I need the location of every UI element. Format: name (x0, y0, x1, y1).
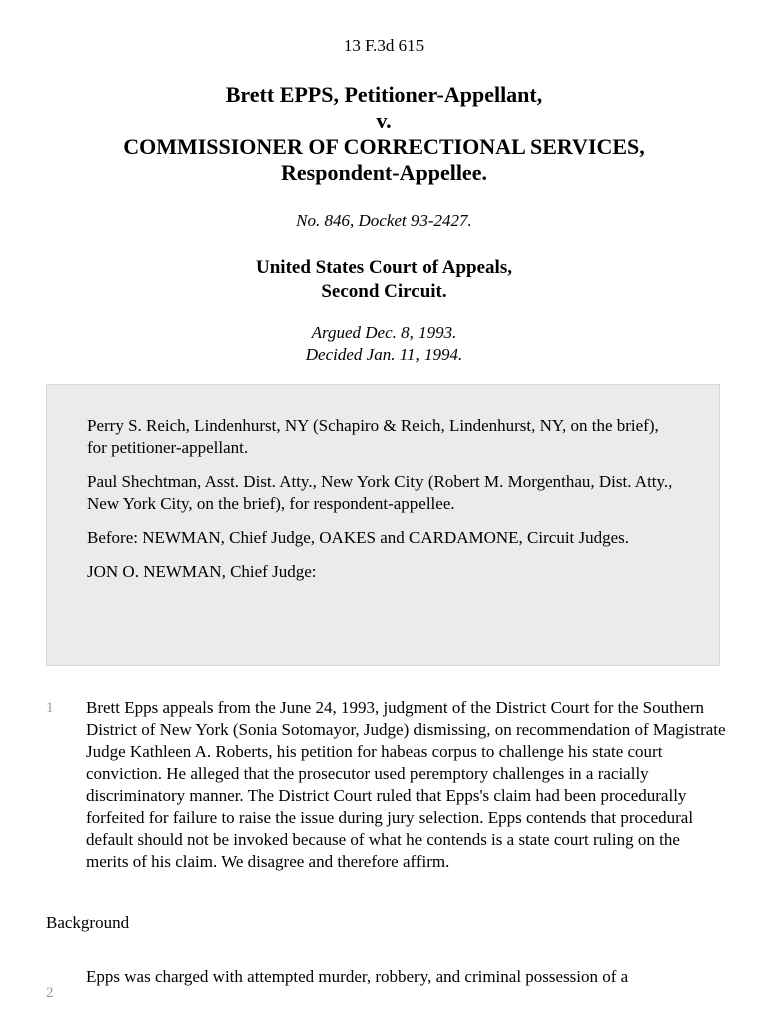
counsel-respondent: Paul Shechtman, Asst. Dist. Atty., New York City (Robert M. Morgenthau, Dist. Atty., New York City, on the brief), for respondent-appellee. (87, 472, 673, 513)
counsel-petitioner: Perry S. Reich, Lindenhurst, NY (Schapiro & Reich, Lindenhurst, NY, on the brief), for petitioner-appellant. (87, 416, 659, 457)
court-line-1: United States Court of Appeals, (256, 257, 512, 278)
section-heading: Background (46, 913, 130, 932)
citation: 13 F.3d 615 (343, 36, 425, 55)
respondent-line: COMMISSIONER OF CORRECTIONAL SERVICES, (123, 134, 645, 159)
opinion-author: JON O. NEWMAN, Chief Judge: (87, 562, 317, 581)
paragraph-text: Brett Epps appeals from the June 24, 1993, judgment of the District Court for the Southern District of New York (Sonia Sotomayor, Judge) dismissing, on recommendation of Magistrate Judge Kathleen A. Roberts, his petition for habeas corpus to challenge his state court conviction. He alleged that the prosecutor used peremptory challenges in a racially discriminatory manner. The District Court ruled that Epps's claim had been procedurally forfeited for failure to raise the issue during jury selection. Epps contends that procedural default should not be invoked because of what he contends is a state court ruling on the merits of his claim. We disagree and therefore affirm. (86, 698, 726, 871)
court-line-2: Second Circuit. (321, 281, 447, 302)
versus-line: v. (376, 108, 392, 133)
paragraph-number: 2 (46, 985, 54, 1001)
respondent-role-line: Respondent-Appellee. (281, 160, 487, 185)
case-dates (0, 322, 768, 366)
case-caption (0, 82, 768, 186)
docket-number: No. 846, Docket 93-2427. (296, 211, 472, 230)
panel-judges: Before: NEWMAN, Chief Judge, OAKES and CARDAMONE, Circuit Judges. (87, 528, 630, 547)
counsel-box (46, 384, 720, 666)
paragraph (46, 697, 726, 873)
decided-date: Decided Jan. 11, 1994. (305, 345, 463, 364)
petitioner-line: Brett EPPS, Petitioner-Appellant, (225, 82, 543, 107)
paragraph (46, 966, 726, 1001)
paragraph-number: 1 (46, 700, 54, 716)
paragraph-text: Epps was charged with attempted murder, robbery, and criminal possession of a (86, 967, 629, 986)
court-name (0, 256, 768, 304)
argued-date: Argued Dec. 8, 1993. (311, 323, 457, 342)
